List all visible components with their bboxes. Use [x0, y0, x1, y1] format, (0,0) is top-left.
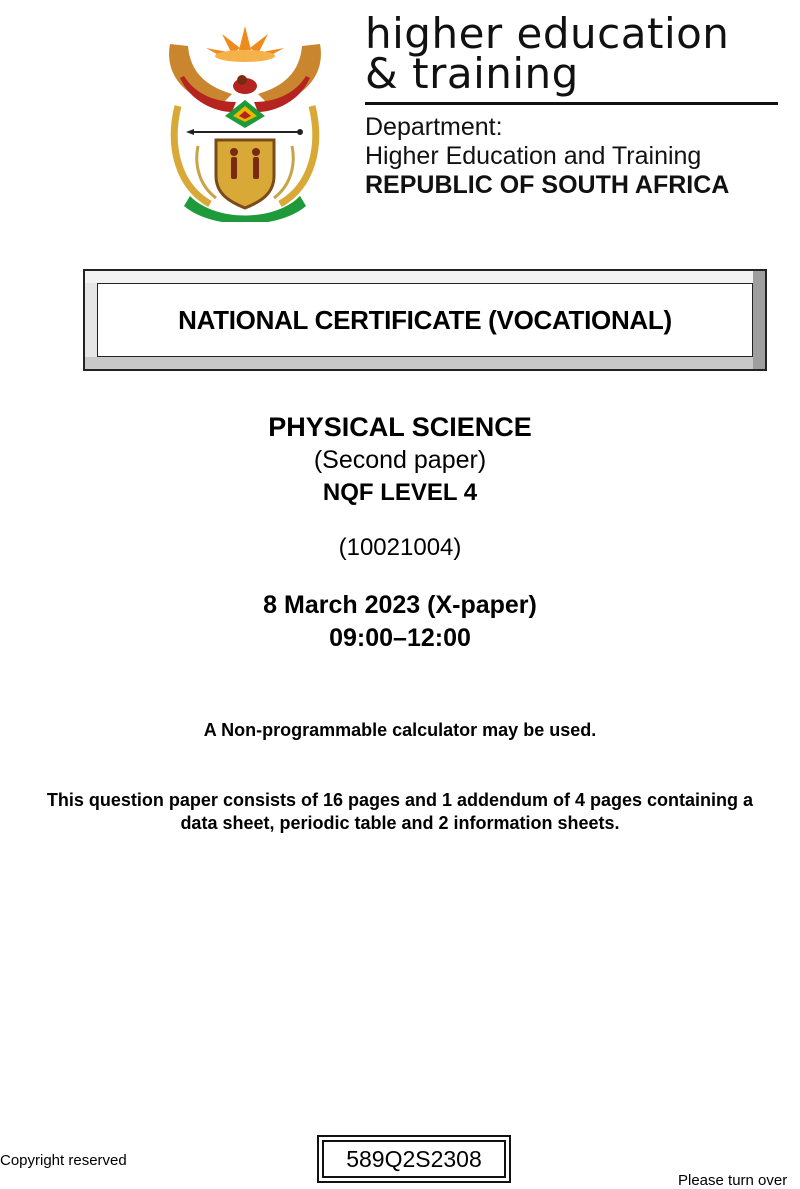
copyright-notice: Copyright reserved: [0, 1152, 127, 1169]
paper-number: (Second paper): [313, 446, 487, 474]
turn-over-notice: Please turn over: [678, 1172, 788, 1189]
exam-time: 09:00–12:00: [329, 624, 471, 652]
paper-contents-line-2: data sheet, periodic table and 2 information sheets.: [180, 813, 620, 833]
exam-date: 8 March 2023 (X-paper): [263, 591, 537, 619]
paper-contents-line-1: This question paper consists of 16 pages and 1 addendum of 4 pages containing a: [46, 790, 754, 810]
masthead-divider: [365, 102, 778, 105]
certificate-title-box: [83, 269, 767, 371]
certificate-title: NATIONAL CERTIFICATE (VOCATIONAL): [178, 304, 672, 335]
nqf-level: NQF LEVEL 4: [322, 479, 478, 506]
subject-title: PHYSICAL SCIENCE: [268, 412, 532, 442]
coat-of-arms-logo: [160, 16, 330, 222]
masthead-line-2: & training: [365, 49, 579, 98]
subject-code: (10021004): [338, 534, 462, 561]
department-label: Department:: [365, 113, 503, 141]
country-name: REPUBLIC OF SOUTH AFRICA: [365, 171, 730, 199]
paper-code-box: [317, 1135, 511, 1183]
department-name: Higher Education and Training: [365, 142, 702, 170]
paper-code: 589Q2S2308: [322, 1140, 506, 1178]
paper-contents-note: [0, 789, 800, 835]
masthead-line-1: higher education: [365, 9, 730, 58]
south-africa-coat-of-arms-icon: [160, 16, 330, 222]
department-masthead: [365, 9, 785, 200]
calculator-instruction: A Non-programmable calculator may be used.: [203, 720, 597, 740]
